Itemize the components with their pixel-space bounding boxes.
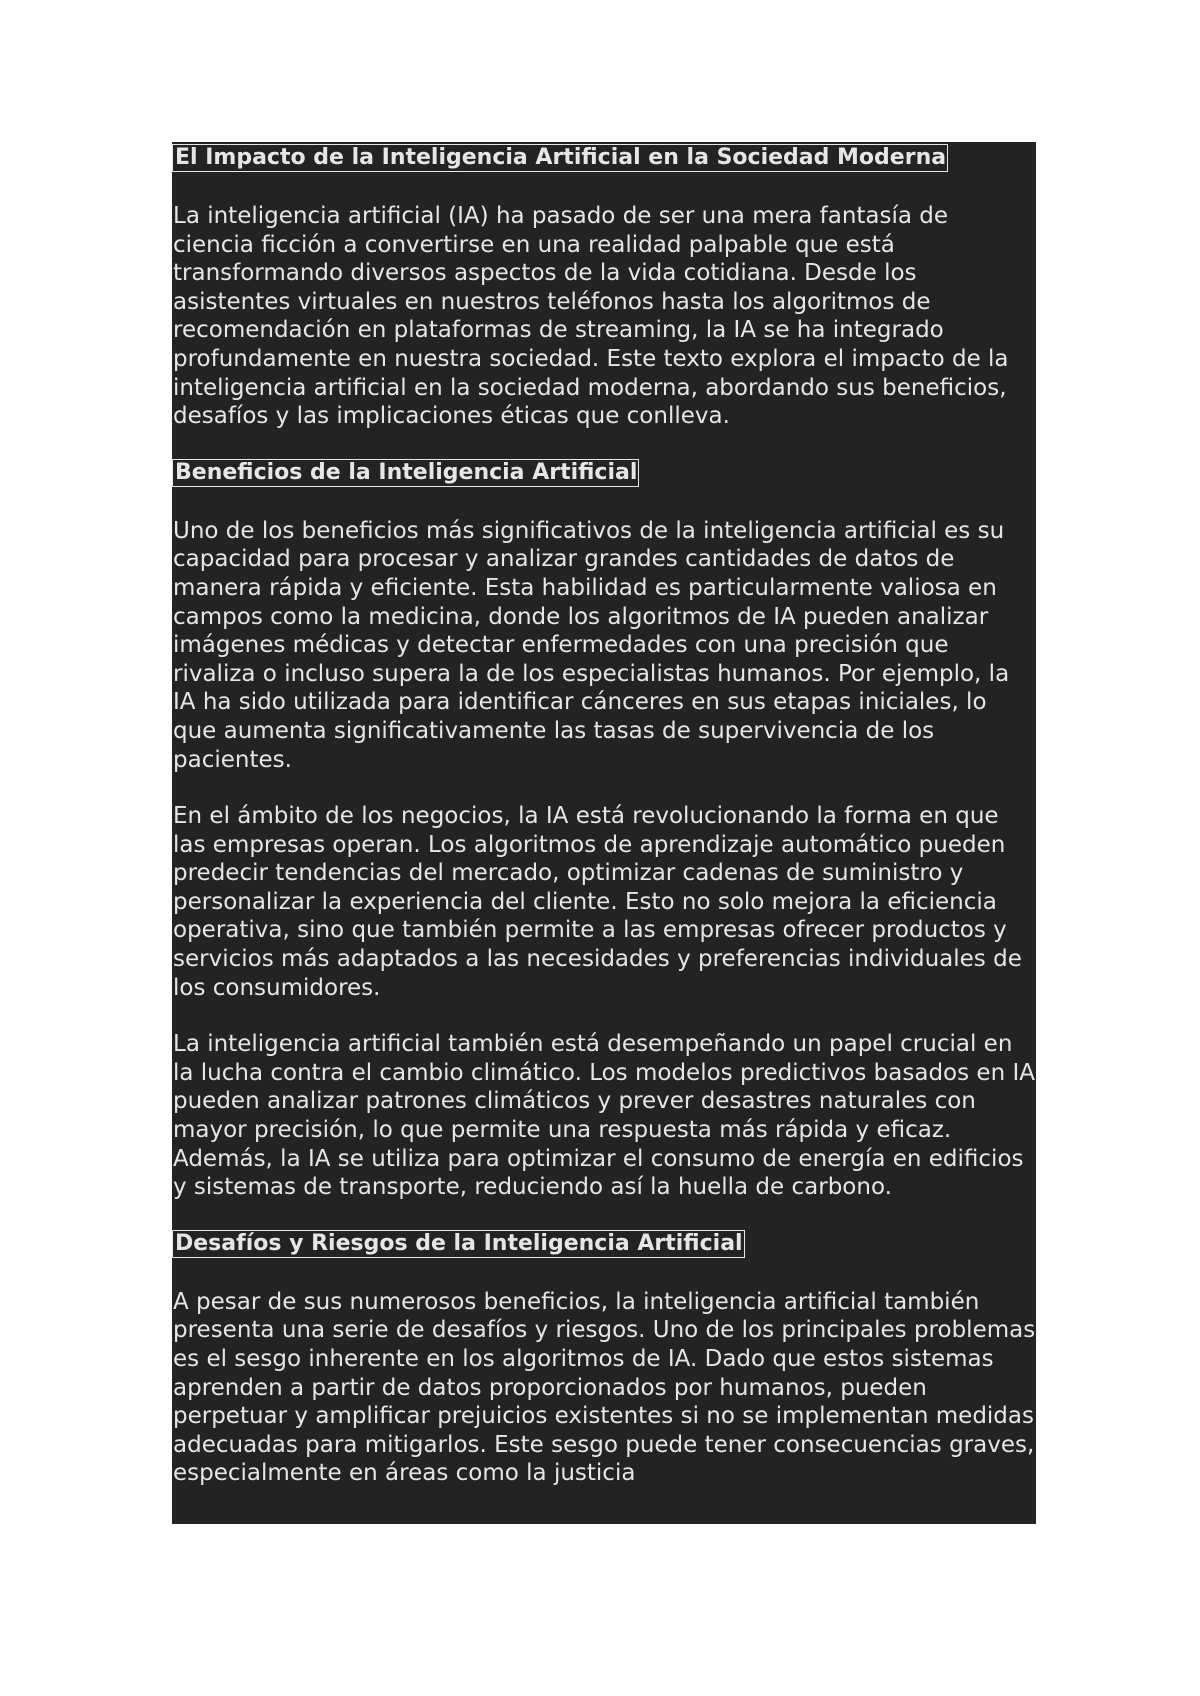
section-heading-benefits: Beneficios de la Inteligencia Artificial	[172, 459, 639, 487]
intro-paragraph: La inteligencia artificial (IA) ha pasado de ser una mera fantasía de ciencia ficción a convertirse en una realidad palpable que está transformando diversos aspectos de la vida cotidiana. Desde los asistentes virtuales en nuestros teléfonos hasta los algoritmos de recomendación en plataformas de streaming, la IA se ha integrado profundamente en nuestra sociedad. Este texto explora el impacto de la inteligencia artificial en la sociedad moderna, abordando sus beneficios, desafíos y las implicaciones éticas que conlleva.	[173, 203, 1009, 430]
benefits-paragraph-1: Uno de los beneficios más significativos de la inteligencia artificial es su capacidad para procesar y analizar grandes cantidades de datos de manera rápida y eficiente. Esta habilidad es particularmente valiosa en campos como la medicina, donde los algoritmos de IA pueden analizar imágenes médicas y detectar enfermedades con una precisión que rivaliza o incluso supera la de los especialistas humanos. Por ejemplo, la IA ha sido utilizada para identificar cánceres en sus etapas iniciales, lo que aumenta significativamente las tasas de supervivencia de los pacientes.	[173, 517, 1010, 773]
section-heading-challenges: Desafíos y Riesgos de la Inteligencia Artificial	[172, 1230, 745, 1258]
document-title: El Impacto de la Inteligencia Artificial en la Sociedad Moderna	[172, 144, 948, 172]
benefits-paragraph-3: La inteligencia artificial también está desempeñando un papel crucial en la lucha contra el cambio climático. Los modelos predictivos basados en IA pueden analizar patrones climáticos y prever desastres naturales con mayor precisión, lo que permite una respuesta más rápida y eficaz. Además, la IA se utiliza para optimizar el consumo de energía en edificios y sistemas de transporte, reduciendo así la huella de carbono.	[173, 1031, 1035, 1201]
document-text-block	[172, 142, 1036, 1524]
challenges-paragraph-1: A pesar de sus numerosos beneficios, la inteligencia artificial también presenta una serie de desafíos y riesgos. Uno de los principales problemas es el sesgo inherente en los algoritmos de IA. Dado que estos sistemas aprenden a partir de datos proporcionados por humanos, pueden perpetuar y amplificar prejuicios existentes si no se implementan medidas adecuadas para mitigarlos. Este sesgo puede tener consecuencias graves, especialmente en áreas como la justicia	[173, 1288, 1036, 1487]
benefits-paragraph-2: En el ámbito de los negocios, la IA está revolucionando la forma en que las empresas operan. Los algoritmos de aprendizaje automático pueden predecir tendencias del mercado, optimizar cadenas de suministro y personalizar la experiencia del cliente. Esto no solo mejora la eficiencia operativa, sino que también permite a las empresas ofrecer productos y servicios más adaptados a las necesidades y preferencias individuales de los consumidores.	[173, 803, 1022, 1001]
